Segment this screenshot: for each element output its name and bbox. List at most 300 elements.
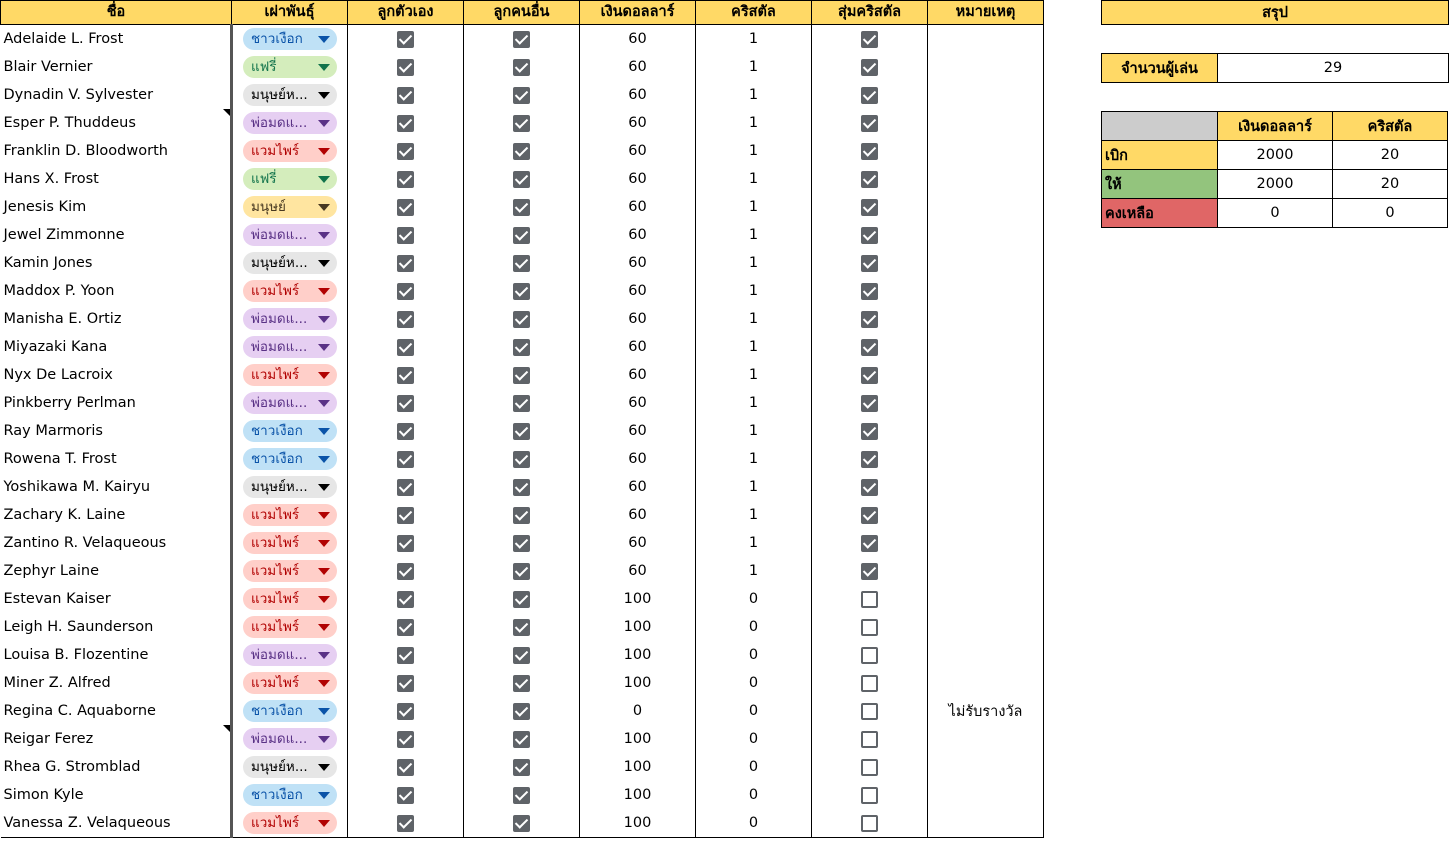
- self-box-cell[interactable]: [348, 361, 464, 389]
- random-crystal-cell[interactable]: [812, 641, 928, 669]
- random-crystal-checkbox[interactable]: [861, 367, 878, 384]
- header-dollars[interactable]: เงินดอลลาร์: [580, 1, 696, 25]
- self-box-cell[interactable]: [348, 585, 464, 613]
- random-crystal-checkbox[interactable]: [861, 199, 878, 216]
- dollars-cell[interactable]: 60: [580, 221, 696, 249]
- dollars-cell[interactable]: 60: [580, 137, 696, 165]
- crystal-cell[interactable]: 0: [696, 809, 812, 838]
- player-name-cell[interactable]: [1, 753, 232, 781]
- race-cell[interactable]: [232, 501, 348, 529]
- other-box-checkbox[interactable]: [513, 227, 530, 244]
- player-name-cell[interactable]: [1, 137, 232, 165]
- self-box-cell[interactable]: [348, 53, 464, 81]
- race-cell[interactable]: [232, 221, 348, 249]
- self-box-cell[interactable]: [348, 249, 464, 277]
- other-box-cell[interactable]: [464, 613, 580, 641]
- player-name-cell[interactable]: [1, 473, 232, 501]
- race-dropdown-chip[interactable]: [243, 28, 337, 50]
- self-box-checkbox[interactable]: [397, 143, 414, 160]
- race-dropdown-chip[interactable]: [243, 616, 337, 638]
- random-crystal-cell[interactable]: [812, 809, 928, 838]
- random-crystal-checkbox[interactable]: [861, 731, 878, 748]
- self-box-cell[interactable]: [348, 137, 464, 165]
- crystal-cell[interactable]: 1: [696, 137, 812, 165]
- note-cell[interactable]: [928, 221, 1044, 249]
- other-box-cell[interactable]: [464, 137, 580, 165]
- player-count-label[interactable]: จำนวนผู้เล่น: [1102, 54, 1218, 83]
- self-box-checkbox[interactable]: [397, 675, 414, 692]
- self-box-checkbox[interactable]: [397, 731, 414, 748]
- race-dropdown-chip[interactable]: [243, 336, 337, 358]
- self-box-checkbox[interactable]: [397, 171, 414, 188]
- dollars-cell[interactable]: 60: [580, 333, 696, 361]
- race-cell[interactable]: [232, 333, 348, 361]
- other-box-cell[interactable]: [464, 501, 580, 529]
- player-name-cell[interactable]: [1, 109, 232, 137]
- crystal-cell[interactable]: 1: [696, 361, 812, 389]
- player-name-cell[interactable]: [1, 53, 232, 81]
- crystal-cell[interactable]: 1: [696, 109, 812, 137]
- note-cell[interactable]: [928, 501, 1044, 529]
- player-name-cell[interactable]: [1, 641, 232, 669]
- note-cell[interactable]: [928, 25, 1044, 54]
- other-box-cell[interactable]: [464, 445, 580, 473]
- random-crystal-checkbox[interactable]: [861, 143, 878, 160]
- crystal-cell[interactable]: 1: [696, 277, 812, 305]
- header-race[interactable]: เผ่าพันธุ์: [232, 1, 348, 25]
- race-dropdown-chip[interactable]: [243, 420, 337, 442]
- other-box-checkbox[interactable]: [513, 171, 530, 188]
- self-box-checkbox[interactable]: [397, 759, 414, 776]
- dollars-cell[interactable]: 100: [580, 641, 696, 669]
- other-box-checkbox[interactable]: [513, 255, 530, 272]
- race-cell[interactable]: [232, 445, 348, 473]
- self-box-cell[interactable]: [348, 445, 464, 473]
- random-crystal-cell[interactable]: [812, 305, 928, 333]
- totals-dollars[interactable]: 2000: [1218, 170, 1333, 199]
- player-name-cell[interactable]: [1, 333, 232, 361]
- self-box-checkbox[interactable]: [397, 59, 414, 76]
- race-dropdown-chip[interactable]: [243, 280, 337, 302]
- random-crystal-checkbox[interactable]: [861, 171, 878, 188]
- note-cell[interactable]: [928, 585, 1044, 613]
- random-crystal-checkbox[interactable]: [861, 787, 878, 804]
- other-box-cell[interactable]: [464, 585, 580, 613]
- self-box-cell[interactable]: [348, 697, 464, 725]
- random-crystal-cell[interactable]: [812, 473, 928, 501]
- crystal-cell[interactable]: 1: [696, 445, 812, 473]
- race-cell[interactable]: [232, 137, 348, 165]
- crystal-cell[interactable]: 1: [696, 417, 812, 445]
- random-crystal-cell[interactable]: [812, 25, 928, 54]
- other-box-checkbox[interactable]: [513, 563, 530, 580]
- random-crystal-cell[interactable]: [812, 53, 928, 81]
- header-crystal[interactable]: คริสตัล: [696, 1, 812, 25]
- other-box-cell[interactable]: [464, 25, 580, 54]
- other-box-checkbox[interactable]: [513, 675, 530, 692]
- random-crystal-cell[interactable]: [812, 725, 928, 753]
- self-box-checkbox[interactable]: [397, 787, 414, 804]
- note-cell[interactable]: [928, 389, 1044, 417]
- self-box-checkbox[interactable]: [397, 31, 414, 48]
- note-cell[interactable]: [928, 809, 1044, 838]
- random-crystal-cell[interactable]: [812, 697, 928, 725]
- player-name-cell[interactable]: [1, 361, 232, 389]
- note-cell[interactable]: [928, 669, 1044, 697]
- self-box-checkbox[interactable]: [397, 507, 414, 524]
- other-box-cell[interactable]: [464, 53, 580, 81]
- dollars-cell[interactable]: 100: [580, 753, 696, 781]
- other-box-checkbox[interactable]: [513, 787, 530, 804]
- random-crystal-cell[interactable]: [812, 417, 928, 445]
- random-crystal-cell[interactable]: [812, 613, 928, 641]
- random-crystal-checkbox[interactable]: [861, 507, 878, 524]
- self-box-cell[interactable]: [348, 669, 464, 697]
- note-cell[interactable]: [928, 165, 1044, 193]
- race-dropdown-chip[interactable]: [243, 392, 337, 414]
- random-crystal-cell[interactable]: [812, 165, 928, 193]
- self-box-cell[interactable]: [348, 25, 464, 54]
- random-crystal-cell[interactable]: [812, 361, 928, 389]
- other-box-cell[interactable]: [464, 557, 580, 585]
- other-box-cell[interactable]: [464, 781, 580, 809]
- self-box-cell[interactable]: [348, 389, 464, 417]
- race-cell[interactable]: [232, 389, 348, 417]
- other-box-cell[interactable]: [464, 81, 580, 109]
- race-cell[interactable]: [232, 669, 348, 697]
- race-cell[interactable]: [232, 417, 348, 445]
- other-box-cell[interactable]: [464, 753, 580, 781]
- random-crystal-checkbox[interactable]: [861, 619, 878, 636]
- totals-dollars[interactable]: 2000: [1218, 141, 1333, 170]
- crystal-cell[interactable]: 1: [696, 557, 812, 585]
- other-box-checkbox[interactable]: [513, 507, 530, 524]
- race-cell[interactable]: [232, 613, 348, 641]
- race-cell[interactable]: [232, 725, 348, 753]
- self-box-checkbox[interactable]: [397, 283, 414, 300]
- dollars-cell[interactable]: 100: [580, 809, 696, 838]
- race-cell[interactable]: [232, 193, 348, 221]
- other-box-checkbox[interactable]: [513, 395, 530, 412]
- other-box-cell[interactable]: [464, 473, 580, 501]
- other-box-cell[interactable]: [464, 669, 580, 697]
- self-box-checkbox[interactable]: [397, 815, 414, 832]
- totals-dollars[interactable]: 0: [1218, 199, 1333, 228]
- random-crystal-checkbox[interactable]: [861, 563, 878, 580]
- random-crystal-checkbox[interactable]: [861, 703, 878, 720]
- self-box-cell[interactable]: [348, 613, 464, 641]
- note-cell[interactable]: [928, 249, 1044, 277]
- totals-crystal[interactable]: 20: [1333, 141, 1448, 170]
- self-box-cell[interactable]: [348, 753, 464, 781]
- note-cell[interactable]: [928, 81, 1044, 109]
- random-crystal-checkbox[interactable]: [861, 311, 878, 328]
- self-box-cell[interactable]: [348, 473, 464, 501]
- random-crystal-cell[interactable]: [812, 193, 928, 221]
- self-box-checkbox[interactable]: [397, 647, 414, 664]
- self-box-checkbox[interactable]: [397, 423, 414, 440]
- random-crystal-checkbox[interactable]: [861, 647, 878, 664]
- note-cell[interactable]: [928, 529, 1044, 557]
- player-name-cell[interactable]: [1, 165, 232, 193]
- random-crystal-checkbox[interactable]: [861, 59, 878, 76]
- race-cell[interactable]: [232, 305, 348, 333]
- self-box-checkbox[interactable]: [397, 255, 414, 272]
- race-cell[interactable]: [232, 781, 348, 809]
- totals-row-label[interactable]: เบิก: [1102, 141, 1218, 170]
- crystal-cell[interactable]: 0: [696, 697, 812, 725]
- dollars-cell[interactable]: 60: [580, 557, 696, 585]
- random-crystal-checkbox[interactable]: [861, 535, 878, 552]
- summary-title[interactable]: สรุป: [1102, 1, 1449, 25]
- other-box-cell[interactable]: [464, 361, 580, 389]
- player-name-cell[interactable]: [1, 557, 232, 585]
- crystal-cell[interactable]: 1: [696, 473, 812, 501]
- race-dropdown-chip[interactable]: [243, 700, 337, 722]
- random-crystal-cell[interactable]: [812, 109, 928, 137]
- dollars-cell[interactable]: 60: [580, 305, 696, 333]
- random-crystal-checkbox[interactable]: [861, 255, 878, 272]
- crystal-cell[interactable]: 0: [696, 669, 812, 697]
- self-box-checkbox[interactable]: [397, 535, 414, 552]
- player-name-cell[interactable]: [1, 277, 232, 305]
- race-cell[interactable]: [232, 165, 348, 193]
- self-box-checkbox[interactable]: [397, 619, 414, 636]
- race-cell[interactable]: [232, 697, 348, 725]
- other-box-checkbox[interactable]: [513, 731, 530, 748]
- note-cell[interactable]: [928, 473, 1044, 501]
- dollars-cell[interactable]: 100: [580, 669, 696, 697]
- race-cell[interactable]: [232, 249, 348, 277]
- race-cell[interactable]: [232, 361, 348, 389]
- self-box-checkbox[interactable]: [397, 479, 414, 496]
- totals-header-dollars[interactable]: เงินดอลลาร์: [1218, 112, 1333, 141]
- crystal-cell[interactable]: 0: [696, 725, 812, 753]
- dollars-cell[interactable]: 100: [580, 725, 696, 753]
- player-name-cell[interactable]: [1, 781, 232, 809]
- other-box-cell[interactable]: [464, 529, 580, 557]
- race-dropdown-chip[interactable]: [243, 756, 337, 778]
- random-crystal-cell[interactable]: [812, 585, 928, 613]
- crystal-cell[interactable]: 1: [696, 193, 812, 221]
- other-box-checkbox[interactable]: [513, 311, 530, 328]
- other-box-cell[interactable]: [464, 725, 580, 753]
- other-box-checkbox[interactable]: [513, 647, 530, 664]
- dollars-cell[interactable]: 60: [580, 529, 696, 557]
- other-box-cell[interactable]: [464, 809, 580, 838]
- crystal-cell[interactable]: 0: [696, 613, 812, 641]
- dollars-cell[interactable]: 100: [580, 781, 696, 809]
- other-box-checkbox[interactable]: [513, 87, 530, 104]
- race-cell[interactable]: [232, 109, 348, 137]
- race-dropdown-chip[interactable]: [243, 140, 337, 162]
- random-crystal-cell[interactable]: [812, 501, 928, 529]
- header-self-box[interactable]: ลูกตัวเอง: [348, 1, 464, 25]
- random-crystal-cell[interactable]: [812, 781, 928, 809]
- other-box-checkbox[interactable]: [513, 591, 530, 608]
- totals-row-label[interactable]: คงเหลือ: [1102, 199, 1218, 228]
- dollars-cell[interactable]: 60: [580, 277, 696, 305]
- self-box-cell[interactable]: [348, 501, 464, 529]
- random-crystal-checkbox[interactable]: [861, 423, 878, 440]
- random-crystal-cell[interactable]: [812, 389, 928, 417]
- race-cell[interactable]: [232, 557, 348, 585]
- player-name-cell[interactable]: [1, 501, 232, 529]
- note-cell[interactable]: [928, 137, 1044, 165]
- dollars-cell[interactable]: 60: [580, 165, 696, 193]
- note-cell[interactable]: [928, 613, 1044, 641]
- race-cell[interactable]: [232, 753, 348, 781]
- dollars-cell[interactable]: 60: [580, 389, 696, 417]
- other-box-checkbox[interactable]: [513, 703, 530, 720]
- player-name-cell[interactable]: [1, 725, 232, 753]
- other-box-cell[interactable]: [464, 333, 580, 361]
- dollars-cell[interactable]: 60: [580, 25, 696, 54]
- crystal-cell[interactable]: 1: [696, 305, 812, 333]
- other-box-cell[interactable]: [464, 305, 580, 333]
- random-crystal-cell[interactable]: [812, 445, 928, 473]
- race-dropdown-chip[interactable]: [243, 168, 337, 190]
- race-dropdown-chip[interactable]: [243, 504, 337, 526]
- other-box-cell[interactable]: [464, 389, 580, 417]
- random-crystal-checkbox[interactable]: [861, 227, 878, 244]
- race-cell[interactable]: [232, 25, 348, 54]
- race-cell[interactable]: [232, 53, 348, 81]
- self-box-cell[interactable]: [348, 725, 464, 753]
- player-name-cell[interactable]: [1, 249, 232, 277]
- race-dropdown-chip[interactable]: [243, 812, 337, 834]
- self-box-cell[interactable]: [348, 109, 464, 137]
- race-cell[interactable]: [232, 81, 348, 109]
- dollars-cell[interactable]: 60: [580, 361, 696, 389]
- race-dropdown-chip[interactable]: [243, 476, 337, 498]
- note-cell[interactable]: [928, 641, 1044, 669]
- self-box-cell[interactable]: [348, 557, 464, 585]
- random-crystal-cell[interactable]: [812, 333, 928, 361]
- self-box-checkbox[interactable]: [397, 703, 414, 720]
- other-box-checkbox[interactable]: [513, 143, 530, 160]
- note-cell[interactable]: ไม่รับรางวัล: [928, 697, 1044, 725]
- dollars-cell[interactable]: 60: [580, 109, 696, 137]
- self-box-checkbox[interactable]: [397, 87, 414, 104]
- dollars-cell[interactable]: 60: [580, 501, 696, 529]
- note-cell[interactable]: [928, 53, 1044, 81]
- player-name-cell[interactable]: [1, 445, 232, 473]
- race-dropdown-chip[interactable]: [243, 56, 337, 78]
- note-cell[interactable]: [928, 333, 1044, 361]
- race-dropdown-chip[interactable]: [243, 728, 337, 750]
- random-crystal-cell[interactable]: [812, 81, 928, 109]
- self-box-cell[interactable]: [348, 193, 464, 221]
- note-cell[interactable]: [928, 753, 1044, 781]
- random-crystal-checkbox[interactable]: [861, 283, 878, 300]
- self-box-cell[interactable]: [348, 305, 464, 333]
- self-box-checkbox[interactable]: [397, 339, 414, 356]
- race-dropdown-chip[interactable]: [243, 644, 337, 666]
- crystal-cell[interactable]: 0: [696, 585, 812, 613]
- crystal-cell[interactable]: 0: [696, 781, 812, 809]
- note-cell[interactable]: [928, 445, 1044, 473]
- note-cell[interactable]: [928, 305, 1044, 333]
- player-name-cell[interactable]: [1, 25, 232, 54]
- random-crystal-cell[interactable]: [812, 277, 928, 305]
- race-dropdown-chip[interactable]: [243, 560, 337, 582]
- player-name-cell[interactable]: [1, 697, 232, 725]
- self-box-checkbox[interactable]: [397, 199, 414, 216]
- race-dropdown-chip[interactable]: [243, 252, 337, 274]
- note-cell[interactable]: [928, 557, 1044, 585]
- note-cell[interactable]: [928, 277, 1044, 305]
- random-crystal-cell[interactable]: [812, 557, 928, 585]
- dollars-cell[interactable]: 0: [580, 697, 696, 725]
- note-cell[interactable]: [928, 193, 1044, 221]
- self-box-checkbox[interactable]: [397, 311, 414, 328]
- self-box-cell[interactable]: [348, 529, 464, 557]
- other-box-checkbox[interactable]: [513, 31, 530, 48]
- random-crystal-checkbox[interactable]: [861, 759, 878, 776]
- other-box-cell[interactable]: [464, 165, 580, 193]
- self-box-cell[interactable]: [348, 221, 464, 249]
- totals-corner[interactable]: [1102, 112, 1218, 141]
- totals-crystal[interactable]: 20: [1333, 170, 1448, 199]
- player-name-cell[interactable]: [1, 193, 232, 221]
- self-box-cell[interactable]: [348, 641, 464, 669]
- self-box-checkbox[interactable]: [397, 451, 414, 468]
- other-box-cell[interactable]: [464, 417, 580, 445]
- other-box-checkbox[interactable]: [513, 59, 530, 76]
- random-crystal-checkbox[interactable]: [861, 815, 878, 832]
- crystal-cell[interactable]: 1: [696, 249, 812, 277]
- race-dropdown-chip[interactable]: [243, 224, 337, 246]
- self-box-cell[interactable]: [348, 81, 464, 109]
- player-name-cell[interactable]: [1, 389, 232, 417]
- player-name-cell[interactable]: [1, 305, 232, 333]
- player-name-cell[interactable]: [1, 809, 232, 838]
- crystal-cell[interactable]: 1: [696, 501, 812, 529]
- crystal-cell[interactable]: 0: [696, 753, 812, 781]
- dollars-cell[interactable]: 60: [580, 445, 696, 473]
- other-box-cell[interactable]: [464, 109, 580, 137]
- random-crystal-checkbox[interactable]: [861, 395, 878, 412]
- dollars-cell[interactable]: 60: [580, 81, 696, 109]
- random-crystal-cell[interactable]: [812, 529, 928, 557]
- race-cell[interactable]: [232, 529, 348, 557]
- race-dropdown-chip[interactable]: [243, 308, 337, 330]
- random-crystal-checkbox[interactable]: [861, 339, 878, 356]
- race-dropdown-chip[interactable]: [243, 784, 337, 806]
- race-cell[interactable]: [232, 473, 348, 501]
- dollars-cell[interactable]: 60: [580, 193, 696, 221]
- player-name-cell[interactable]: [1, 529, 232, 557]
- dollars-cell[interactable]: 60: [580, 249, 696, 277]
- other-box-checkbox[interactable]: [513, 283, 530, 300]
- player-name-cell[interactable]: [1, 81, 232, 109]
- other-box-checkbox[interactable]: [513, 535, 530, 552]
- self-box-cell[interactable]: [348, 809, 464, 838]
- random-crystal-cell[interactable]: [812, 669, 928, 697]
- other-box-checkbox[interactable]: [513, 339, 530, 356]
- random-crystal-checkbox[interactable]: [861, 31, 878, 48]
- other-box-checkbox[interactable]: [513, 759, 530, 776]
- crystal-cell[interactable]: 1: [696, 165, 812, 193]
- player-name-cell[interactable]: [1, 669, 232, 697]
- self-box-cell[interactable]: [348, 417, 464, 445]
- race-dropdown-chip[interactable]: [243, 532, 337, 554]
- race-dropdown-chip[interactable]: [243, 196, 337, 218]
- dollars-cell[interactable]: 60: [580, 417, 696, 445]
- race-dropdown-chip[interactable]: [243, 588, 337, 610]
- other-box-cell[interactable]: [464, 697, 580, 725]
